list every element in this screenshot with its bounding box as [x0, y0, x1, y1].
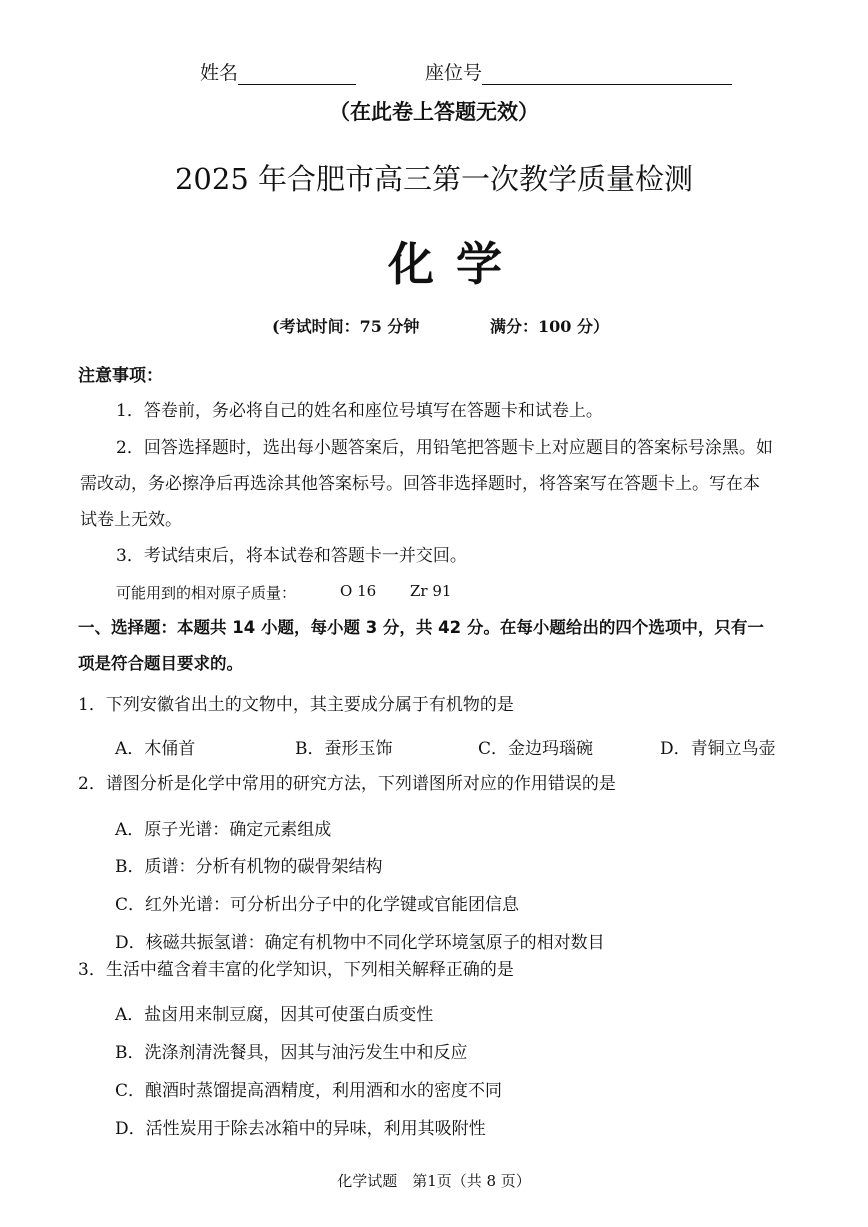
instruction-item-2-line-3: 试卷上无效。	[80, 510, 182, 530]
atomic-mass-zr: Zr 91	[410, 582, 452, 600]
seat-blank-line[interactable]	[482, 64, 732, 85]
question-3-option-a[interactable]: A．盐卤用来制豆腐，因其可使蛋白质变性	[115, 1005, 434, 1025]
question-3-option-b[interactable]: B．洗涤剂清洗餐具，因其与油污发生中和反应	[115, 1043, 468, 1063]
question-2-option-a[interactable]: A．原子光谱：确定元素组成	[115, 820, 332, 840]
instruction-item-1: 1．答卷前，务必将自己的姓名和座位号填写在答题卡和试卷上。	[116, 401, 603, 421]
name-blank-line[interactable]	[238, 64, 356, 85]
question-1-option-a[interactable]: A．木俑首	[115, 739, 196, 759]
question-2-option-c[interactable]: C．红外光谱：可分析出分子中的化学键或官能团信息	[115, 895, 520, 915]
question-2-stem: 2．谱图分析是化学中常用的研究方法，下列谱图所对应的作用错误的是	[78, 774, 616, 794]
question-1-option-c[interactable]: C．金边玛瑙碗	[478, 739, 594, 759]
question-3-option-d[interactable]: D．活性炭用于除去冰箱中的异味，利用其吸附性	[115, 1119, 486, 1139]
question-3-stem: 3．生活中蕴含着丰富的化学知识，下列相关解释正确的是	[78, 960, 514, 980]
exam-time: (考试时间：75 分钟	[272, 317, 420, 336]
exam-full-score: 满分：100 分）	[490, 317, 609, 336]
question-1-option-b[interactable]: B．蚕形玉饰	[295, 739, 393, 759]
exam-title: 2025 年合肥市高三第一次教学质量检测	[174, 162, 694, 196]
section-1-heading-line-1: 一、选择题：本题共 14 小题，每小题 3 分，共 42 分。在每小题给出的四个选项中，只有一	[78, 618, 764, 637]
section-1-heading-line-2: 项是符合题目要求的。	[78, 654, 243, 673]
question-2-option-b[interactable]: B．质谱：分析有机物的碳骨架结构	[115, 857, 383, 877]
question-2-option-d[interactable]: D．核磁共振氢谱：确定有机物中不同化学环境氢原子的相对数目	[115, 933, 605, 953]
instruction-item-2-line-1: 2．回答选择题时，选出每小题答案后，用铅笔把答题卡上对应题目的答案标号涂黑。如	[116, 438, 773, 458]
instructions-title: 注意事项：	[78, 366, 163, 386]
instruction-item-3: 3．考试结束后，将本试卷和答题卡一并交回。	[116, 546, 467, 566]
seat-label: 座位号	[425, 62, 483, 84]
name-field[interactable]	[200, 58, 356, 85]
question-3-option-c[interactable]: C．酿酒时蒸馏提高酒精度，利用酒和水的密度不同	[115, 1081, 503, 1101]
instruction-item-2-line-2: 需改动，务必擦净后再选涂其他答案标号。回答非选择题时，将答案写在答题卡上。写在本	[80, 474, 760, 494]
question-1-stem: 1．下列安徽省出土的文物中，其主要成分属于有机物的是	[78, 695, 514, 715]
atomic-mass-label: 可能用到的相对原子质量：	[116, 584, 297, 602]
page-footer: 化学试题 第1页（共 8 页）	[337, 1172, 531, 1190]
seat-field[interactable]	[425, 58, 732, 85]
subject-title: 化学	[388, 237, 524, 291]
name-label: 姓名	[200, 62, 239, 84]
invalid-answer-notice: （在此卷上答题无效）	[329, 100, 539, 124]
atomic-mass-o: O 16	[340, 582, 377, 600]
question-1-option-d[interactable]: D．青铜立鸟壶	[660, 739, 776, 759]
